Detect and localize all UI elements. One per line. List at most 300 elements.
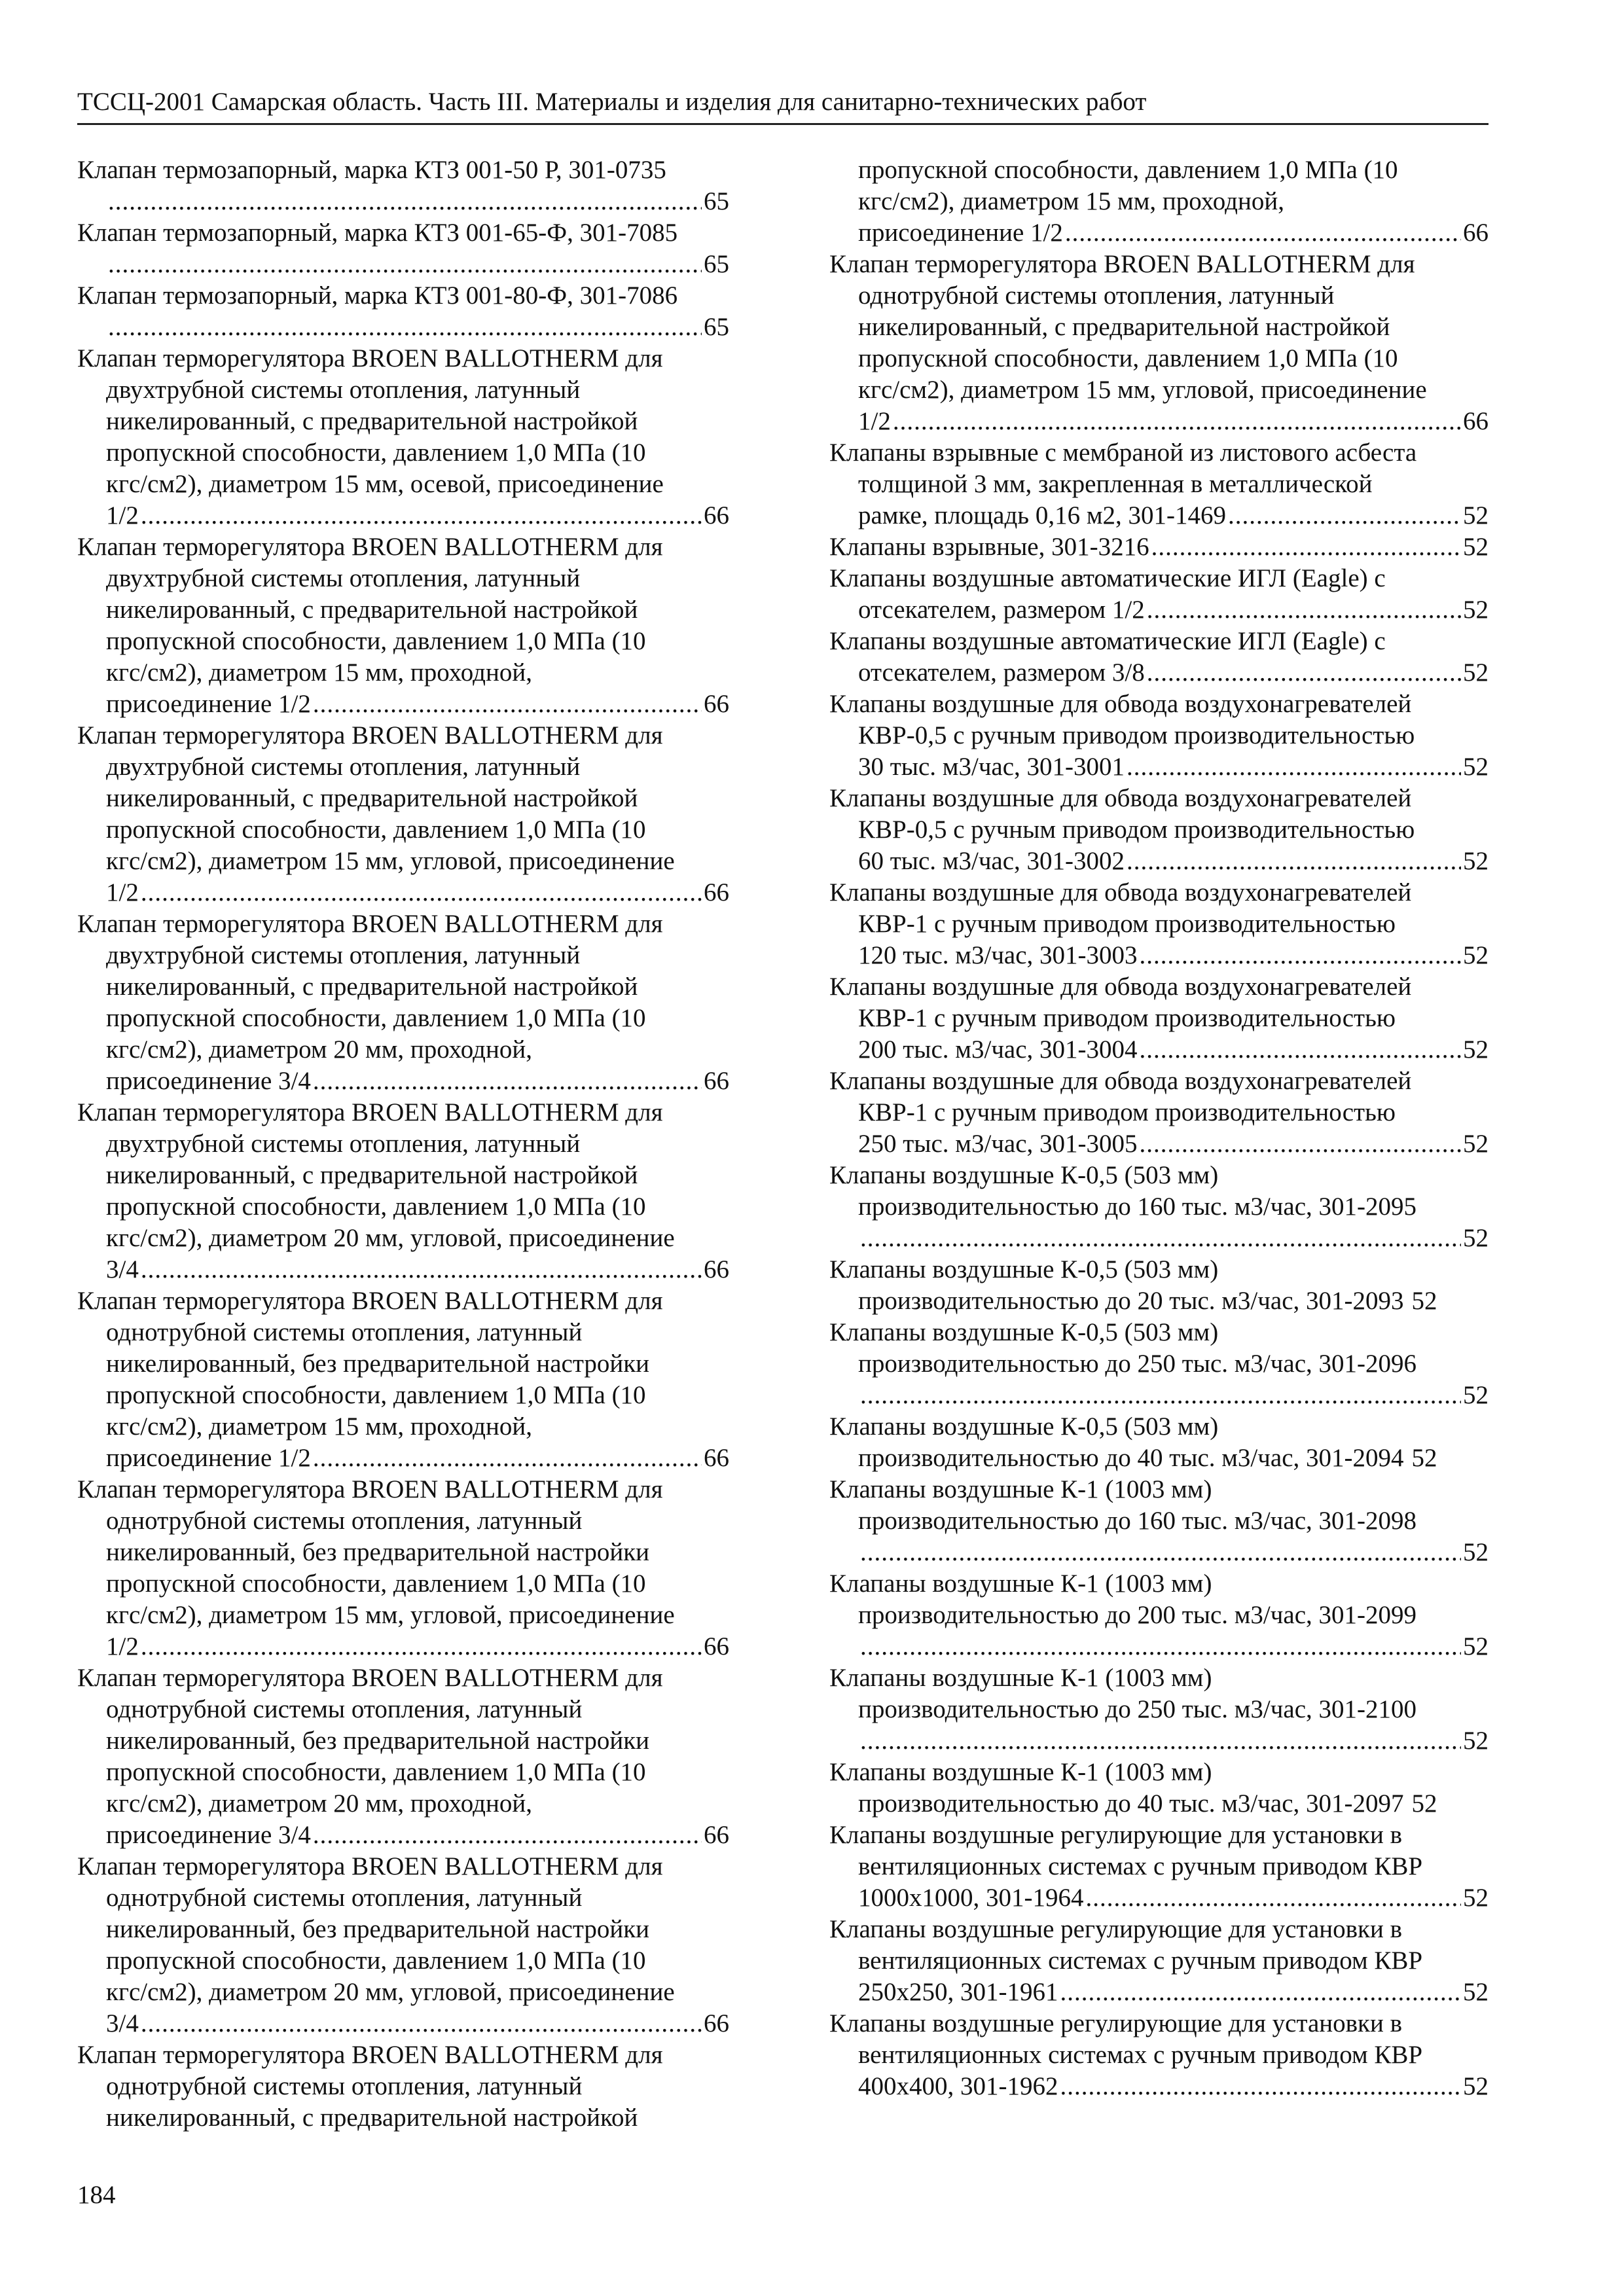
index-entry-line (77, 877, 729, 908)
dot-leader (1127, 846, 1461, 877)
entry-page-ref: 66 (704, 1255, 729, 1283)
index-entry-line (829, 312, 1489, 343)
entry-text: пропускной способности, давлением 1,0 МПа (10 (858, 344, 1398, 372)
entry-text: пропускной способности, давлением 1,0 МПа (10 (106, 1570, 646, 1598)
entry-page-ref: 52 (1463, 1884, 1489, 1912)
dot-leader (1147, 594, 1461, 626)
index-entry (829, 626, 1489, 689)
index-entry-line (829, 249, 1489, 280)
index-entry-line (77, 2102, 729, 2134)
entry-text: КВР-0,5 с ручным приводом производительностью (858, 816, 1415, 844)
entry-page-ref: 52 (1411, 1789, 1437, 1818)
entry-text: производительностью до 20 тыс. м3/час, 301-2093 (858, 1287, 1404, 1315)
index-entry-line (77, 689, 729, 720)
dot-leader (1151, 531, 1461, 563)
index-entry-line (77, 1977, 729, 2008)
index-entry (829, 437, 1489, 531)
entry-text: никелированный, без предварительной настройки (106, 1915, 650, 1943)
entry-text: двухтрубной системы отопления, латунный (106, 564, 581, 592)
entry-page-ref: 66 (1463, 219, 1489, 247)
entry-text: 1/2 (858, 407, 891, 435)
index-entry-line (77, 469, 729, 500)
index-entry (829, 1317, 1489, 1411)
index-entry-line (77, 2039, 729, 2071)
index-entry-line (829, 1285, 1489, 1317)
entry-text: никелированный, с предварительной настройкой (106, 2104, 638, 2132)
index-entry-line (77, 908, 729, 940)
index-entry-line (77, 343, 729, 374)
entry-text: кгс/см2), диаметром 15 мм, проходной, (858, 187, 1285, 215)
entry-text: присоединение 1/2 (858, 219, 1063, 247)
entry-text: Клапан терморегулятора BROEN BALLOTHERM для (77, 344, 663, 372)
entry-text: однотрубной системы отопления, латунный (858, 281, 1335, 310)
index-entry-line (829, 1034, 1489, 1066)
dot-leader (1065, 217, 1461, 249)
entry-page-ref: 66 (704, 878, 729, 906)
index-entry-line (77, 1097, 729, 1128)
index-entry-line (77, 1285, 729, 1317)
entry-text: Клапаны воздушные автоматические ИГЛ (Eagle) с (829, 564, 1386, 592)
index-entry (77, 343, 729, 531)
index-entry-line (829, 626, 1489, 657)
entry-text: Клапан терморегулятора BROEN BALLOTHERM для (77, 1098, 663, 1126)
entry-page-ref: 52 (1411, 1444, 1437, 1472)
entry-page-ref: 52 (1463, 501, 1489, 529)
index-entry-line (829, 1003, 1489, 1034)
index-entry-line (829, 186, 1489, 217)
entry-text: 60 тыс. м3/час, 301-3002 (858, 847, 1125, 875)
index-entry-line (829, 1977, 1489, 2008)
index-entry-line (77, 814, 729, 846)
entry-text: Клапаны воздушные К-0,5 (503 мм) (829, 1255, 1219, 1283)
entry-text: Клапан терморегулятора BROEN BALLOTHERM для (77, 1852, 663, 1880)
entry-text: производительностью до 250 тыс. м3/час, 301-2100 (858, 1695, 1416, 1723)
entry-text: однотрубной системы отопления, латунный (106, 1318, 583, 1346)
index-entry-line (829, 1631, 1489, 1662)
entry-text: Клапаны воздушные К-0,5 (503 мм) (829, 1412, 1219, 1441)
dot-leader (313, 1066, 702, 1097)
entry-page-ref: 65 (704, 313, 729, 341)
entry-text: Клапан терморегулятора BROEN BALLOTHERM для (77, 2041, 663, 2069)
entry-text: никелированный, без предварительной настройки (106, 1350, 650, 1378)
index-entry-line (77, 531, 729, 563)
entry-text: пропускной способности, давлением 1,0 МПа (10 (106, 627, 646, 655)
index-entry-line (829, 1757, 1489, 1788)
index-entry-line (77, 406, 729, 437)
entry-text: Клапан терморегулятора BROEN BALLOTHERM для (77, 1287, 663, 1315)
entry-text: 250 тыс. м3/час, 301-3005 (858, 1130, 1138, 1158)
index-entry-line (829, 1380, 1489, 1411)
entry-text: Клапан терморегулятора BROEN BALLOTHERM для (77, 910, 663, 938)
dot-leader (1140, 1034, 1461, 1066)
index-entry-line (829, 594, 1489, 626)
index-entry-line (829, 1914, 1489, 1945)
entry-text: производительностью до 250 тыс. м3/час, 301-2096 (858, 1350, 1416, 1378)
index-entry (77, 280, 729, 343)
index-entry-line (77, 1820, 729, 1851)
index-entry-line (77, 1003, 729, 1034)
index-entry-line (829, 1443, 1489, 1474)
index-entry-line (829, 1474, 1489, 1505)
entry-text: вентиляционных системах с ручным приводом КВР (858, 2041, 1423, 2069)
index-entry-line (829, 1882, 1489, 1914)
index-entry-line (829, 1223, 1489, 1254)
index-entry-line (77, 1411, 729, 1443)
entry-text: Клапан терморегулятора BROEN BALLOTHERM для (829, 250, 1415, 278)
entry-page-ref: 66 (704, 690, 729, 718)
entry-text: однотрубной системы отопления, латунный (106, 2072, 583, 2100)
entry-page-ref: 66 (1463, 407, 1489, 435)
entry-text: Клапан терморегулятора BROEN BALLOTHERM для (77, 721, 663, 749)
index-entry (829, 1066, 1489, 1160)
entry-page-ref: 52 (1411, 1287, 1437, 1315)
entry-text: Клапаны воздушные К-1 (1003 мм) (829, 1570, 1212, 1598)
entry-text: Клапан терморегулятора BROEN BALLOTHERM для (77, 1664, 663, 1692)
entry-text: 250х250, 301-1961 (858, 1978, 1058, 2006)
index-entry-line (829, 1662, 1489, 1694)
index-entry-line (829, 846, 1489, 877)
index-entry-line (77, 1882, 729, 1914)
entry-page-ref: 52 (1463, 2072, 1489, 2100)
index-entry-line (77, 1160, 729, 1191)
index-entry-line (829, 1537, 1489, 1568)
entry-text: двухтрубной системы отопления, латунный (106, 941, 581, 969)
index-entry-line (77, 1128, 729, 1160)
entry-page-ref: 66 (704, 1821, 729, 1849)
entry-text: Клапаны воздушные для обвода воздухонагревателей (829, 784, 1412, 812)
entry-text: двухтрубной системы отопления, латунный (106, 1130, 581, 1158)
index-entry-line (77, 1066, 729, 1097)
entry-text: пропускной способности, давлением 1,0 МПа (10 (106, 1381, 646, 1409)
index-entry-line (77, 1443, 729, 1474)
entry-text: вентиляционных системах с ручным приводом КВР (858, 1852, 1423, 1880)
entry-text: кгс/см2), диаметром 20 мм, угловой, присоединение (106, 1978, 675, 2006)
index-entry-line (77, 1945, 729, 1977)
index-entry (829, 154, 1489, 249)
dot-leader (1228, 500, 1461, 531)
index-entry-line (829, 1411, 1489, 1443)
entry-page-ref: 52 (1463, 941, 1489, 969)
index-entry-line (77, 437, 729, 469)
index-entry-line (829, 1945, 1489, 1977)
dot-leader (108, 186, 702, 217)
dot-leader (1147, 657, 1461, 689)
index-entry-line (77, 1505, 729, 1537)
entry-page-ref: 52 (1463, 1727, 1489, 1755)
index-entry-line (77, 280, 729, 312)
entry-text: КВР-1 с ручным приводом производительностью (858, 910, 1396, 938)
index-entry-line (829, 689, 1489, 720)
index-entry (829, 689, 1489, 783)
index-entry-line (77, 1254, 729, 1285)
entry-text: производительностью до 160 тыс. м3/час, 301-2095 (858, 1193, 1416, 1221)
index-entry (77, 1851, 729, 2039)
entry-text: 30 тыс. м3/час, 301-3001 (858, 753, 1125, 781)
entry-page-ref: 52 (1463, 533, 1489, 561)
index-entry-line (77, 1694, 729, 1725)
index-entry-line (77, 1380, 729, 1411)
dot-leader (313, 1443, 702, 1474)
entry-text: Клапаны воздушные для обвода воздухонагревателей (829, 878, 1412, 906)
index-entry (829, 971, 1489, 1066)
index-entry-line (829, 1097, 1489, 1128)
entry-text: кгс/см2), диаметром 15 мм, проходной, (106, 658, 533, 687)
dot-leader (1127, 751, 1461, 783)
index-entry-line (77, 2071, 729, 2102)
entry-text: пропускной способности, давлением 1,0 МПа (10 (106, 1004, 646, 1032)
entry-text: двухтрубной системы отопления, латунный (106, 753, 581, 781)
dot-leader (860, 1631, 1461, 1662)
dot-leader (1060, 1977, 1462, 2008)
index-entry-line (77, 1788, 729, 1820)
entry-text: кгс/см2), диаметром 20 мм, проходной, (106, 1035, 533, 1064)
index-entry-line (77, 1223, 729, 1254)
entry-text: никелированный, с предварительной настройкой (106, 784, 638, 812)
index-entry-line (77, 1568, 729, 1600)
index-entry (77, 2039, 729, 2134)
index-entry-line (829, 531, 1489, 563)
index-entry-line (77, 1348, 729, 1380)
entry-text: КВР-0,5 с ручным приводом производительностью (858, 721, 1415, 749)
entry-text: отсекателем, размером 1/2 (858, 596, 1145, 624)
dot-leader (108, 249, 702, 280)
index-entry-line (77, 1631, 729, 1662)
entry-text: КВР-1 с ручным приводом производительностью (858, 1098, 1396, 1126)
index-entry-line (77, 374, 729, 406)
index-entry-line (77, 563, 729, 594)
page-number: 184 (77, 2181, 116, 2209)
index-entry (829, 1568, 1489, 1662)
index-entry (77, 908, 729, 1097)
entry-page-ref: 66 (704, 2009, 729, 2037)
index-entry (829, 563, 1489, 626)
entry-text: Клапан термозапорный, марка КТЗ 001-65-Ф, 301-7085 (77, 219, 678, 247)
entry-text: присоединение 1/2 (106, 690, 311, 718)
index-entry-line (829, 940, 1489, 971)
header-title: ТССЦ-2001 Самарская область. Часть III. Материалы и изделия для санитарно-технических работ (77, 88, 1147, 116)
index-entry (77, 154, 729, 217)
entry-text: Клапаны воздушные регулирующие для установки в (829, 2009, 1403, 2037)
dot-leader (860, 1223, 1461, 1254)
entry-page-ref: 52 (1463, 753, 1489, 781)
entry-text: КВР-1 с ручным приводом производительностью (858, 1004, 1396, 1032)
entry-page-ref: 52 (1463, 1632, 1489, 1660)
index-entry-line (77, 940, 729, 971)
entry-text: никелированный, с предварительной настройкой (106, 407, 638, 435)
index-entry (77, 720, 729, 908)
entry-text: Клапаны воздушные К-0,5 (503 мм) (829, 1318, 1219, 1346)
index-entry-line (77, 500, 729, 531)
entry-text: пропускной способности, давлением 1,0 МПа (10 (106, 1946, 646, 1975)
index-entry-line (77, 1662, 729, 1694)
index-entry-line (829, 971, 1489, 1003)
index-entry (829, 1160, 1489, 1254)
dot-leader (313, 689, 702, 720)
entry-text: 120 тыс. м3/час, 301-3003 (858, 941, 1138, 969)
index-entry-line (829, 2071, 1489, 2102)
entry-text: Клапаны взрывные, 301-3216 (829, 533, 1149, 561)
dot-leader (1060, 2071, 1462, 2102)
entry-text: Клапаны воздушные для обвода воздухонагревателей (829, 973, 1412, 1001)
entry-text: 3/4 (106, 2009, 139, 2037)
dot-leader (141, 877, 702, 908)
index-entry (829, 1757, 1489, 1820)
entry-text: кгс/см2), диаметром 20 мм, проходной, (106, 1789, 533, 1818)
entry-text: присоединение 3/4 (106, 1067, 311, 1095)
entry-text: никелированный, с предварительной настройкой (858, 313, 1390, 341)
entry-text: никелированный, с предварительной настройкой (106, 596, 638, 624)
entry-text: Клапаны воздушные К-1 (1003 мм) (829, 1758, 1212, 1786)
entry-text: Клапан термозапорный, марка КТЗ 001-50 Р, 301-0735 (77, 156, 666, 184)
entry-page-ref: 65 (704, 187, 729, 215)
index-entry-line (77, 249, 729, 280)
entry-text: кгс/см2), диаметром 15 мм, угловой, присоединение (106, 847, 675, 875)
dot-leader (1140, 1128, 1461, 1160)
dot-leader (1086, 1882, 1462, 1914)
index-entry-line (829, 1725, 1489, 1757)
index-entry-line (77, 1725, 729, 1757)
entry-text: никелированный, без предварительной настройки (106, 1727, 650, 1755)
entry-text: производительностью до 160 тыс. м3/час, 301-2098 (858, 1507, 1416, 1535)
index-entry-line (77, 2008, 729, 2039)
dot-leader (141, 2008, 702, 2039)
index-entry-line (829, 751, 1489, 783)
entry-text: Клапаны взрывные с мембраной из листового асбеста (829, 439, 1417, 467)
index-entry-line (829, 469, 1489, 500)
index-entry-line (829, 374, 1489, 406)
index-entry-line (77, 971, 729, 1003)
index-entry-line (829, 1568, 1489, 1600)
entry-text: Клапан терморегулятора BROEN BALLOTHERM для (77, 533, 663, 561)
index-entry-line (829, 154, 1489, 186)
dot-leader (141, 1254, 702, 1285)
index-entry-line (77, 657, 729, 689)
index-entry (829, 531, 1489, 563)
entry-text: 200 тыс. м3/час, 301-3004 (858, 1035, 1138, 1064)
entry-text: кгс/см2), диаметром 20 мм, угловой, присоединение (106, 1224, 675, 1252)
index-entry-line (77, 1191, 729, 1223)
index-entry-line (77, 1851, 729, 1882)
index-entry-line (829, 280, 1489, 312)
index-entry-line (829, 406, 1489, 437)
entry-text: толщиной 3 мм, закрепленная в металлической (858, 470, 1373, 498)
index-entry-line (829, 563, 1489, 594)
entry-text: рамке, площадь 0,16 м2, 301-1469 (858, 501, 1226, 529)
index-entry (77, 1474, 729, 1662)
index-entry-line (829, 1191, 1489, 1223)
index-entry-line (77, 783, 729, 814)
index-entry-line (77, 217, 729, 249)
entry-text: отсекателем, размером 3/8 (858, 658, 1145, 687)
index-entry-line (829, 720, 1489, 751)
entry-text: производительностью до 200 тыс. м3/час, 301-2099 (858, 1601, 1416, 1629)
entry-text: никелированный, с предварительной настройкой (106, 973, 638, 1001)
entry-text: кгс/см2), диаметром 15 мм, угловой, присоединение (106, 1601, 675, 1629)
dot-leader (860, 1380, 1461, 1411)
index-entry-line (829, 1851, 1489, 1882)
entry-text: однотрубной системы отопления, латунный (106, 1507, 583, 1535)
index-entry-line (829, 814, 1489, 846)
index-entry-line (829, 1348, 1489, 1380)
index-entry (829, 1820, 1489, 1914)
entry-text: 1/2 (106, 878, 139, 906)
dot-leader (108, 312, 702, 343)
entry-page-ref: 52 (1463, 1035, 1489, 1064)
index-entry-line (829, 1160, 1489, 1191)
entry-text: однотрубной системы отопления, латунный (106, 1884, 583, 1912)
index-entry-line (829, 1694, 1489, 1725)
entry-page-ref: 52 (1463, 1224, 1489, 1252)
entry-page-ref: 52 (1463, 1130, 1489, 1158)
index-entry (77, 1662, 729, 1851)
dot-leader (141, 500, 702, 531)
index-entry-line (829, 343, 1489, 374)
entry-text: производительностью до 40 тыс. м3/час, 301-2094 (858, 1444, 1404, 1472)
index-column-right (829, 154, 1489, 2102)
index-entry-line (829, 877, 1489, 908)
index-entry (829, 1474, 1489, 1568)
entry-text: 400х400, 301-1962 (858, 2072, 1058, 2100)
entry-text: вентиляционных системах с ручным приводом КВР (858, 1946, 1423, 1975)
entry-text: Клапаны воздушные К-1 (1003 мм) (829, 1664, 1212, 1692)
index-entry-line (77, 846, 729, 877)
index-entry (77, 1097, 729, 1285)
entry-text: Клапаны воздушные автоматические ИГЛ (Eagle) с (829, 627, 1386, 655)
entry-text: Клапан термозапорный, марка КТЗ 001-80-Ф, 301-7086 (77, 281, 678, 310)
entry-page-ref: 66 (704, 1632, 729, 1660)
entry-text: никелированный, с предварительной настройкой (106, 1161, 638, 1189)
entry-text: Клапаны воздушные для обвода воздухонагревателей (829, 1067, 1412, 1095)
index-entry-line (77, 186, 729, 217)
entry-text: 1/2 (106, 501, 139, 529)
index-entry-line (77, 1474, 729, 1505)
entry-text: Клапаны воздушные регулирующие для установки в (829, 1821, 1403, 1849)
entry-text: пропускной способности, давлением 1,0 МПа (10 (106, 1758, 646, 1786)
index-entry-line (829, 657, 1489, 689)
entry-text: пропускной способности, давлением 1,0 МПа (10 (106, 439, 646, 467)
index-entry (829, 1662, 1489, 1757)
entry-text: присоединение 3/4 (106, 1821, 311, 1849)
index-entry-line (77, 626, 729, 657)
dot-leader (860, 1725, 1461, 1757)
index-entry-line (829, 217, 1489, 249)
index-column-left (77, 154, 729, 2134)
entry-text: кгс/см2), диаметром 15 мм, проходной, (106, 1412, 533, 1441)
index-entry-line (77, 1914, 729, 1945)
index-entry (829, 877, 1489, 971)
entry-page-ref: 66 (704, 501, 729, 529)
entry-text: присоединение 1/2 (106, 1444, 311, 1472)
entry-text: кгс/см2), диаметром 15 мм, осевой, присоединение (106, 470, 664, 498)
index-entry-line (77, 594, 729, 626)
index-entry (829, 2008, 1489, 2102)
index-entry-line (829, 783, 1489, 814)
entry-page-ref: 65 (704, 250, 729, 278)
entry-text: пропускной способности, давлением 1,0 МПа (10 (106, 816, 646, 844)
entry-text: однотрубной системы отопления, латунный (106, 1695, 583, 1723)
entry-page-ref: 66 (704, 1067, 729, 1095)
index-entry (77, 1285, 729, 1474)
entry-text: пропускной способности, давлением 1,0 МПа (10 (106, 1193, 646, 1221)
entry-page-ref: 52 (1463, 1978, 1489, 2006)
index-entry (829, 1914, 1489, 2008)
entry-text: Клапаны воздушные К-0,5 (503 мм) (829, 1161, 1219, 1189)
index-entry-line (829, 1505, 1489, 1537)
index-entry-line (829, 1128, 1489, 1160)
index-entry (77, 531, 729, 720)
index-entry-line (829, 908, 1489, 940)
dot-leader (860, 1537, 1461, 1568)
